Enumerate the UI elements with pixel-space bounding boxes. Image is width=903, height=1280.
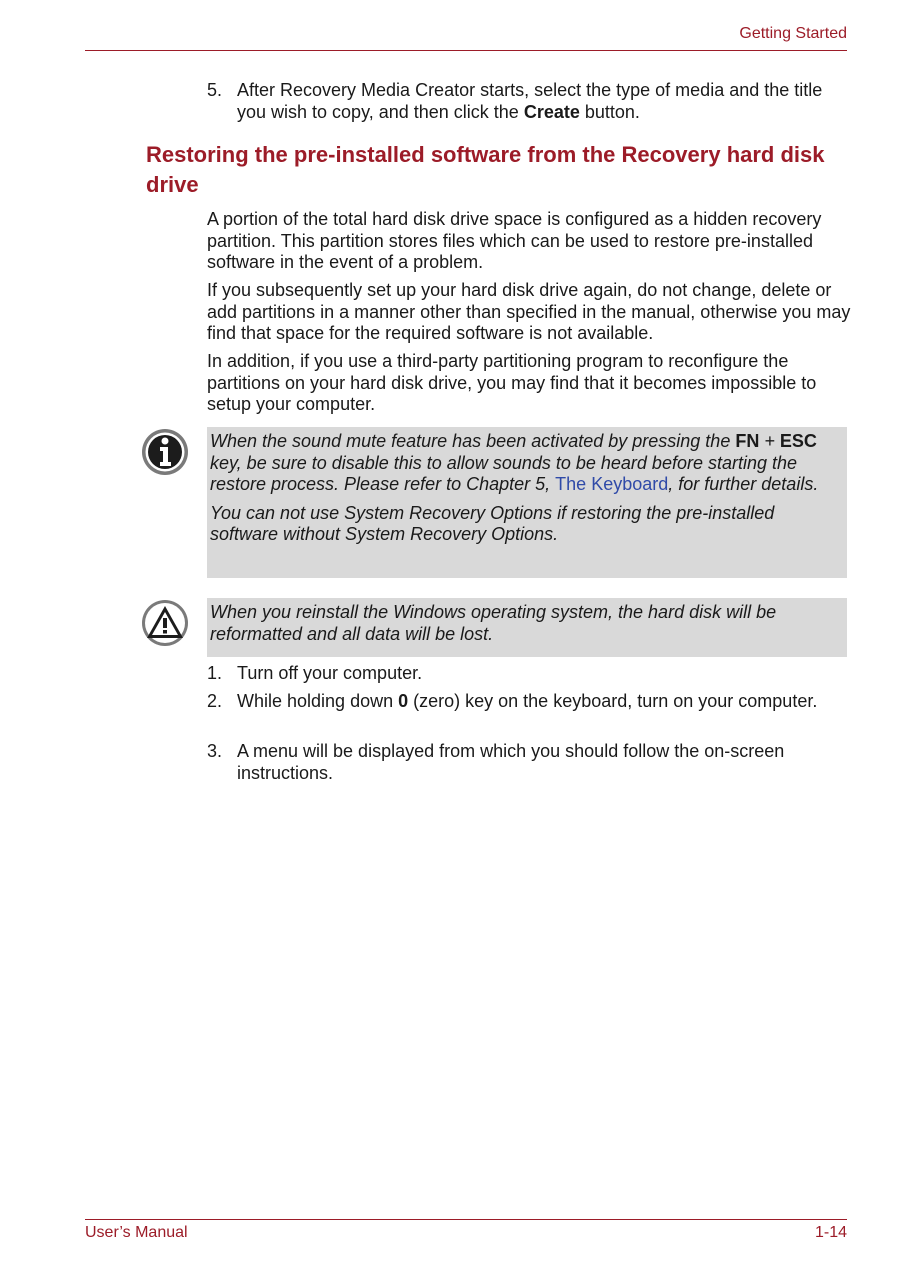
info-note-paragraph-2: You can not use System Recovery Options if restoring the pre-installed software without System Recovery Options.	[210, 502, 775, 544]
info-icon	[140, 427, 190, 477]
warning-note	[207, 598, 847, 657]
info-note-paragraph	[210, 431, 844, 496]
note-text: , for further details.	[668, 474, 819, 494]
step-text-part: button.	[579, 101, 640, 122]
esc-key-label: ESC	[779, 431, 817, 451]
step-text-part: While holding down	[237, 691, 399, 711]
step-number: 2.	[207, 691, 223, 711]
fn-key-label: FN	[735, 431, 760, 451]
footer-page-number: 1-14	[814, 1224, 847, 1241]
step-text: A menu will be displayed from which you should follow the on-screen instructions.	[237, 741, 785, 783]
step-text-part: (zero) key on the keyboard, turn on your computer.	[408, 691, 818, 711]
section-heading: Restoring the pre-installed software from the Recovery hard disk drive	[146, 142, 825, 197]
page-header-title: Getting Started	[739, 25, 847, 42]
info-note	[207, 427, 847, 578]
note-text: key, be sure to disable this to allow sounds to be heard before starting the restore process. Please refer to Chapter 5,	[210, 452, 798, 494]
step-text	[237, 80, 847, 123]
step-number: 1.	[207, 663, 223, 683]
step-number: 5.	[207, 80, 223, 100]
the-keyboard-link[interactable]: The Keyboard	[555, 474, 669, 494]
step-text	[237, 691, 847, 713]
note-text: +	[759, 431, 780, 451]
header-divider	[85, 50, 847, 51]
step-text-part: After Recovery Media Creator starts, select the type of media and the title you wish to copy, and then click the	[237, 80, 823, 122]
paragraph-3: In addition, if you use a third-party partitioning program to reconfigure the partitions on your hard disk drive, you may find that it becomes impossible to setup your computer.	[207, 351, 817, 414]
footer-divider	[85, 1219, 847, 1220]
footer-manual-title: User’s Manual	[85, 1224, 188, 1241]
zero-key-label: 0	[398, 691, 409, 711]
step-text: Turn off your computer.	[237, 663, 423, 683]
paragraph-1: A portion of the total hard disk drive space is configured as a hidden recovery partition. This partition stores files which can be used to restore pre-installed software in the event of a problem.	[207, 209, 822, 272]
create-button-label: Create	[523, 101, 580, 122]
warning-icon	[140, 598, 190, 648]
paragraph-2: If you subsequently set up your hard disk drive again, do not change, delete or add partitions in a manner other than specified in the manual, otherwise you may find that space for the required software is not available.	[207, 280, 851, 343]
note-text: When the sound mute feature has been activated by pressing the	[210, 431, 736, 451]
warning-note-text: When you reinstall the Windows operating system, the hard disk will be reformatted and all data will be lost.	[210, 602, 777, 644]
step-number: 3.	[207, 741, 223, 761]
